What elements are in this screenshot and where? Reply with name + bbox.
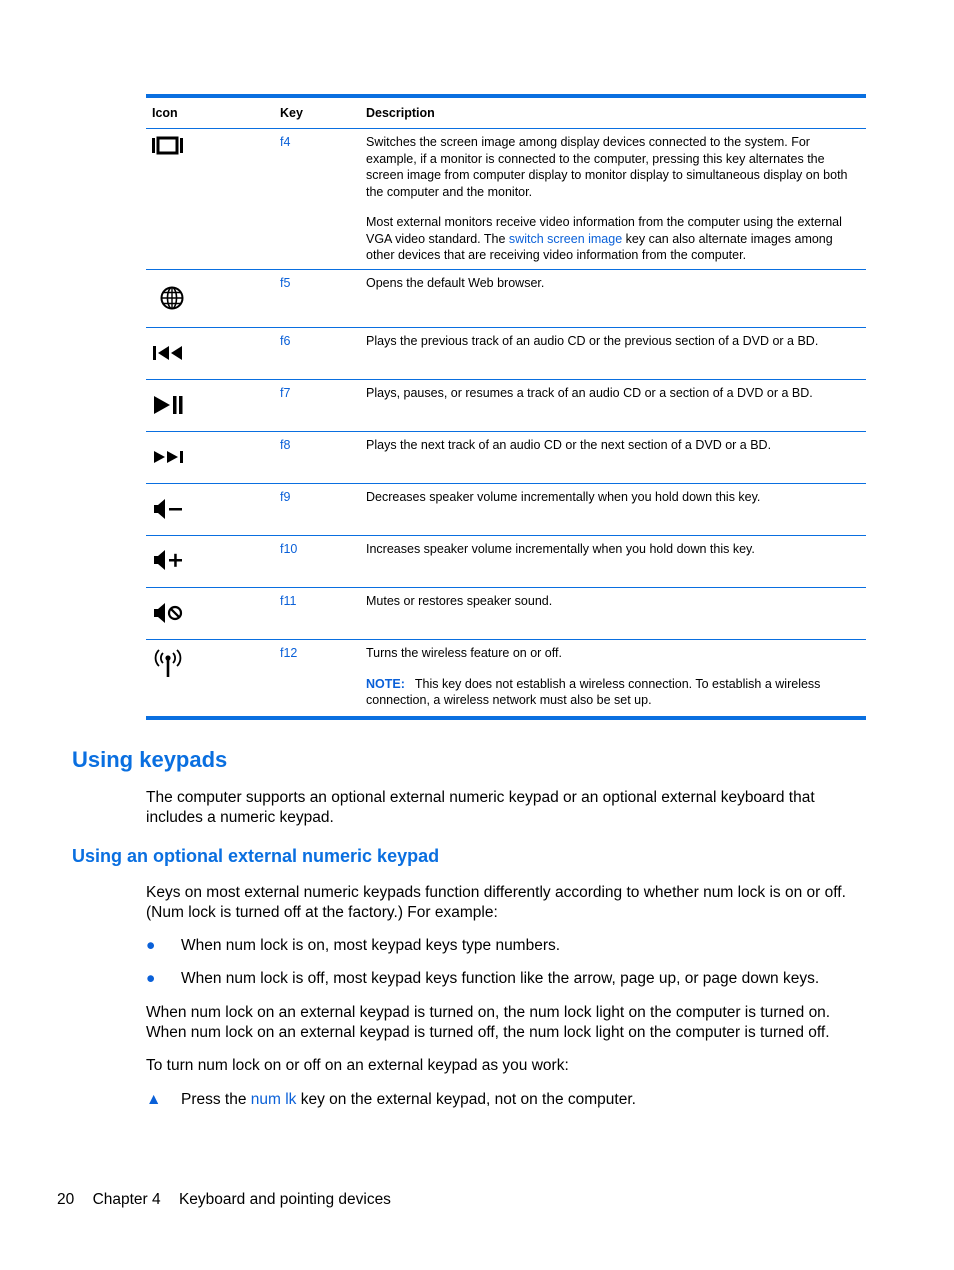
text-span: Most external monitors receive video information from the computer using the external VGA video standard. The	[366, 215, 842, 246]
mute-icon	[146, 588, 280, 639]
paragraph-num-lock-light: When num lock on an external keypad is turned on, the num lock light on the computer is turned on. When num lock on an external keypad is turned off, the num lock light on the computer is turned off.	[146, 1004, 831, 1041]
note	[366, 676, 862, 709]
web-browser-icon	[146, 270, 280, 327]
description-text	[366, 214, 862, 264]
table-row	[146, 270, 866, 328]
bullet-icon: ●	[146, 937, 156, 954]
key-f5: f5	[280, 276, 291, 290]
num-lk-link[interactable]: num lk	[250, 1091, 297, 1108]
switch-screen-icon	[146, 129, 280, 269]
note-text: This key does not establish a wireless connection. To establish a wireless connection, a wireless network must also be set up.	[366, 676, 821, 707]
table-row	[146, 640, 866, 716]
list-item	[146, 969, 866, 989]
table-bottom-rule	[146, 716, 866, 720]
text-span: key can also alternate images among other devices that are receiving video information from the computer.	[366, 231, 833, 262]
row-description: Mutes or restores speaker sound.	[366, 594, 553, 608]
table-row	[146, 588, 866, 640]
row-description: Decreases speaker volume incrementally when you hold down this key.	[366, 490, 761, 504]
chapter-title: Keyboard and pointing devices	[178, 1191, 391, 1208]
header-key: Key	[280, 106, 303, 120]
volume-up-icon	[146, 536, 280, 587]
table-header	[146, 98, 866, 129]
row-description: Opens the default Web browser.	[366, 276, 545, 290]
row-description: Plays, pauses, or resumes a track of an audio CD or a section of a DVD or a BD.	[366, 386, 813, 400]
key-f9: f9	[280, 490, 291, 504]
key-f6: f6	[280, 334, 291, 348]
previous-track-icon	[146, 328, 280, 379]
paragraph-turn-num-lock: To turn num lock on or off on an external keypad as you work:	[146, 1057, 569, 1074]
table-row	[146, 328, 866, 380]
switch-screen-image-link[interactable]: switch screen image	[508, 231, 623, 246]
table-row	[146, 432, 866, 484]
header-icon: Icon	[152, 106, 178, 120]
header-description: Description	[366, 106, 435, 120]
description-text: Turns the wireless feature on or off.	[366, 646, 562, 660]
table-row	[146, 129, 866, 270]
wireless-icon	[146, 640, 280, 716]
function-key-table	[146, 94, 866, 720]
page-footer	[57, 1191, 405, 1209]
list-item	[146, 936, 866, 956]
row-description: Plays the next track of an audio CD or the next section of a DVD or a BD.	[366, 438, 772, 452]
paragraph-keypad-function: Keys on most external numeric keypads function differently according to whether num lock is on or off. (Num lock is turned off at the factory.) For example:	[146, 884, 846, 921]
step-text	[181, 1090, 636, 1110]
row-description	[366, 640, 866, 716]
table-row	[146, 536, 866, 588]
next-track-icon	[146, 432, 280, 483]
page-number: 20	[57, 1191, 75, 1208]
table-row	[146, 484, 866, 536]
subsection-title: Using an optional external numeric keypad	[72, 846, 440, 866]
table-row	[146, 380, 866, 432]
play-pause-icon	[146, 380, 280, 431]
key-f8: f8	[280, 438, 291, 452]
bullet-icon: ●	[146, 970, 156, 987]
row-description	[366, 129, 866, 269]
note-label: NOTE:	[366, 676, 405, 691]
intro-paragraph: The computer supports an optional external numeric keypad or an optional external keyboard that includes a numeric keypad.	[146, 789, 815, 826]
key-f10: f10	[280, 542, 298, 556]
key-f11: f11	[280, 594, 297, 608]
step-item	[146, 1090, 866, 1110]
key-f7: f7	[280, 386, 291, 400]
step-triangle-icon: ▲	[146, 1091, 162, 1108]
row-description: Increases speaker volume incrementally when you hold down this key.	[366, 542, 755, 556]
text-span: key on the external keypad, not on the computer.	[296, 1091, 636, 1108]
list-item-text: When num lock is off, most keypad keys function like the arrow, page up, or page down keys.	[181, 970, 820, 987]
volume-down-icon	[146, 484, 280, 535]
section-title: Using keypads	[72, 747, 228, 772]
chapter-label: Chapter 4	[92, 1191, 161, 1208]
list-item-text: When num lock is on, most keypad keys type numbers.	[181, 937, 561, 954]
key-f12: f12	[280, 646, 298, 660]
description-text: Switches the screen image among display devices connected to the system. For example, if a monitor is connected to the computer, pressing this key alternates the screen image from computer display to monitor display to simultaneous display on both the computer and the monitor.	[366, 135, 848, 199]
key-f4: f4	[280, 135, 291, 149]
text-span: Press the	[181, 1091, 251, 1108]
row-description: Plays the previous track of an audio CD or the previous section of a DVD or a BD.	[366, 334, 819, 348]
